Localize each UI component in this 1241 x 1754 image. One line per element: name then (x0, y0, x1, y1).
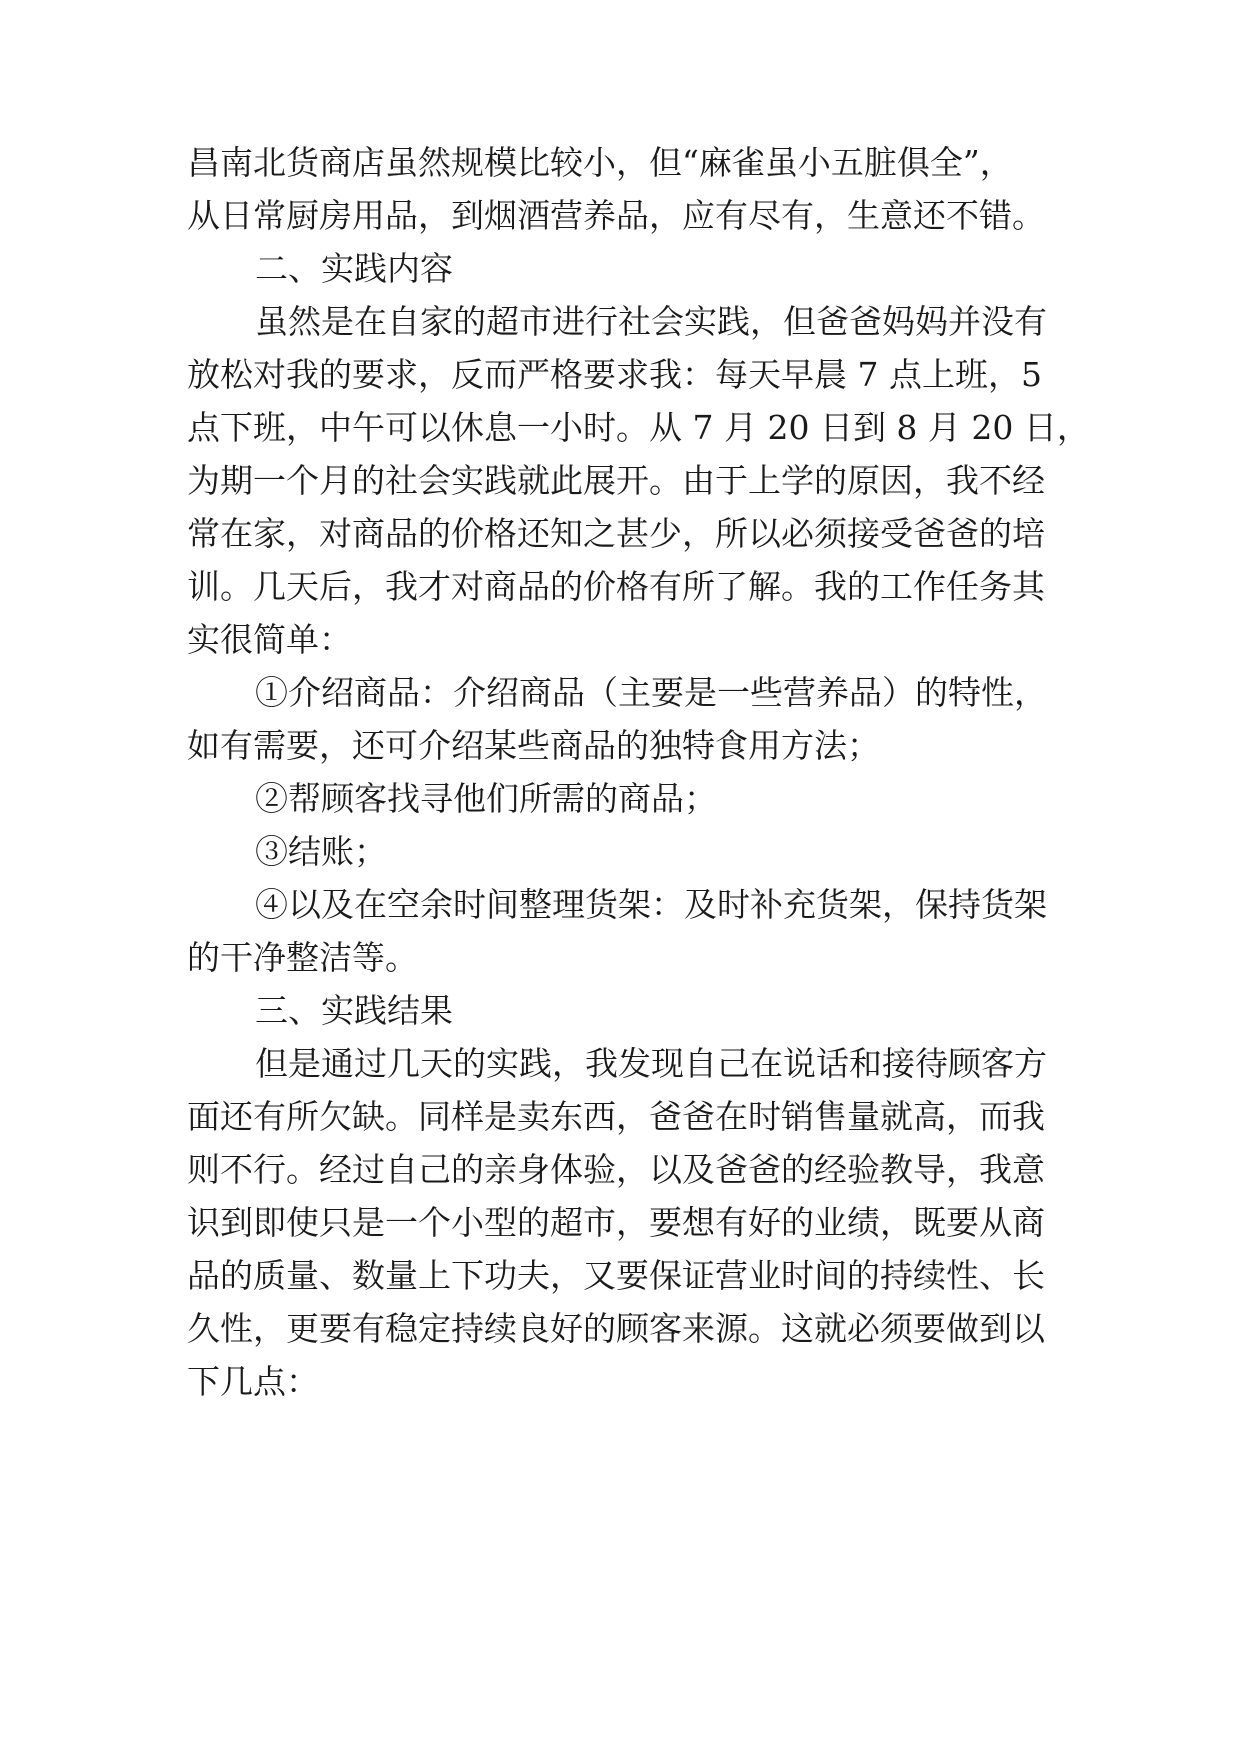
paragraph-line: 识到即使只是一个小型的超市，要想有好的业绩，既要从商 (187, 1203, 1045, 1242)
paragraph-line: 则不行。经过自己的亲身体验，以及爸爸的经验教导，我意 (187, 1150, 1045, 1189)
paragraph-line: 久性，更要有稳定持续良好的顾客来源。这就必须要做到以 (187, 1309, 1045, 1348)
paragraph-line: 昌南北货商店虽然规模比较小，但“麻雀虽小五脏俱全”， (187, 143, 1013, 182)
paragraph-line: 但是通过几天的实践，我发现自己在说话和接待顾客方 (255, 1044, 1047, 1083)
paragraph-line: 点下班，中午可以休息一小时。从 7 月 20 日到 8 月 20 日， (187, 408, 1090, 447)
paragraph-line: 如有需要，还可介绍某些商品的独特食用方法； (187, 726, 880, 765)
paragraph-line: 实很简单： (187, 620, 352, 659)
paragraph-line: 从日常厨房用品，到烟酒营养品，应有尽有，生意还不错。 (187, 196, 1045, 235)
paragraph-line: 虽然是在自家的超市进行社会实践，但爸爸妈妈并没有 (255, 302, 1047, 341)
paragraph-line: 的干净整洁等。 (187, 938, 418, 977)
list-item: ③结账； (255, 832, 387, 871)
paragraph-line: 为期一个月的社会实践就此展开。由于上学的原因，我不经 (187, 461, 1045, 500)
list-item: ②帮顾客找寻他们所需的商品； (255, 779, 717, 818)
section-heading: 二、实践内容 (255, 249, 453, 288)
list-item: ①介绍商品：介绍商品（主要是一些营养品）的特性， (255, 673, 1047, 712)
paragraph-line: 下几点： (187, 1362, 319, 1401)
section-heading: 三、实践结果 (255, 991, 453, 1030)
paragraph-line: 训。几天后，我才对商品的价格有所了解。我的工作任务其 (187, 567, 1045, 606)
paragraph-line: 品的质量、数量上下功夫，又要保证营业时间的持续性、长 (187, 1256, 1045, 1295)
paragraph-line: 放松对我的要求，反而严格要求我：每天早晨 7 点上班，5 (187, 355, 1042, 394)
list-item: ④以及在空余时间整理货架：及时补充货架，保持货架 (255, 885, 1047, 924)
paragraph-line: 面还有所欠缺。同样是卖东西，爸爸在时销售量就高，而我 (187, 1097, 1045, 1136)
paragraph-line: 常在家，对商品的价格还知之甚少，所以必须接受爸爸的培 (187, 514, 1045, 553)
